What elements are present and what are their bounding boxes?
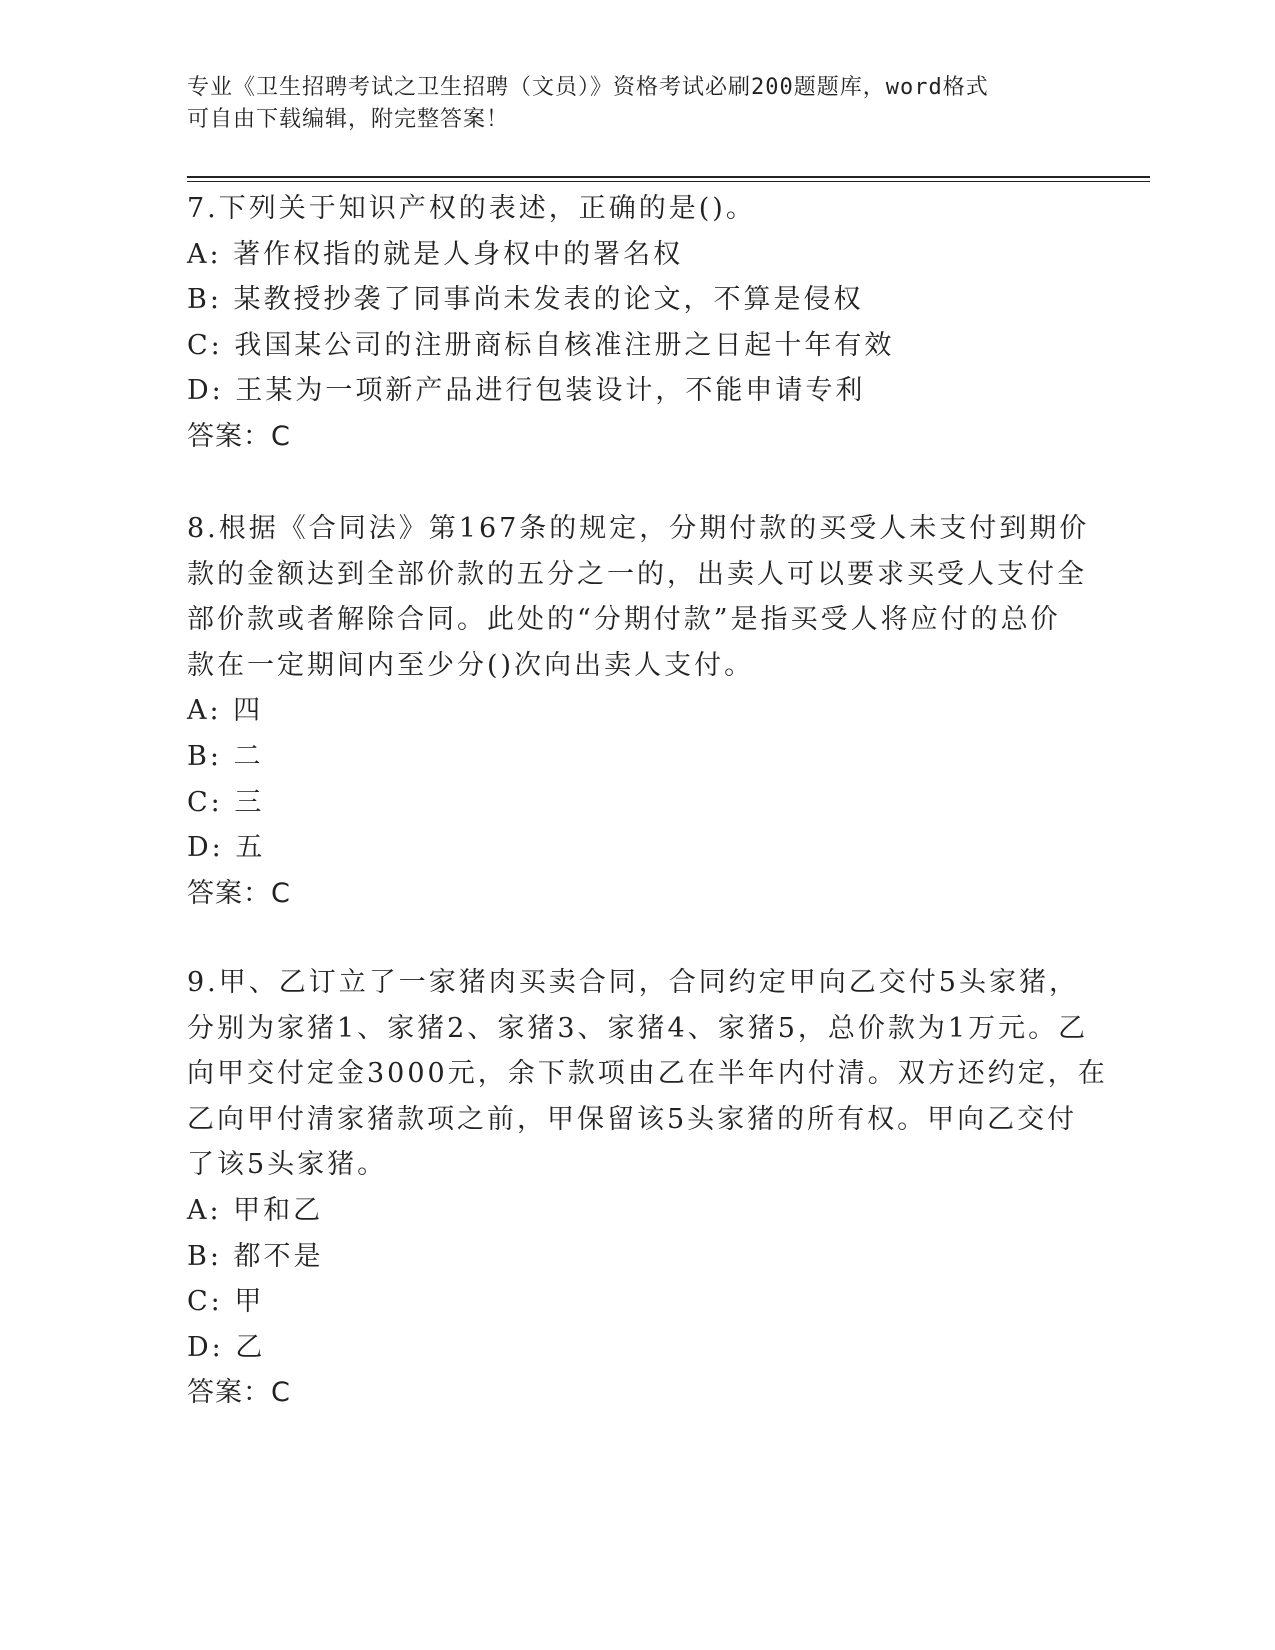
question-7 [187, 186, 1087, 460]
question-stem-line-1: 9.甲、乙订立了一家猪肉买卖合同，合同约定甲向乙交付5头家猪， [187, 967, 1079, 998]
option-d: D: 五 [187, 832, 266, 864]
option-b: B: 都不是 [187, 1240, 324, 1272]
option-a: A: 四 [187, 695, 264, 727]
question-stem-line-4: 乙向甲付清家猪款项之前，甲保留该5头家猪的所有权。甲向乙交付 [187, 1103, 1078, 1135]
answer-label: 答案：C [187, 877, 291, 909]
option-d: D: 乙 [187, 1331, 266, 1363]
answer-label: 答案：C [187, 420, 291, 452]
header-divider-thin [187, 181, 1150, 182]
option-c: C: 甲 [187, 1286, 265, 1318]
option-a: A: 甲和乙 [187, 1194, 324, 1226]
question-stem-line-3: 向甲交付定金3000元，余下款项由乙在半年内付清。双方还约定，在 [187, 1058, 1108, 1090]
question-9 [187, 960, 1108, 1416]
question-stem-line-1: 8.根据《合同法》第167条的规定，分期付款的买受人未支付到期价 [187, 513, 1090, 544]
question-8 [187, 506, 1090, 916]
question-stem-line-4: 款在一定期间内至少分()次向出卖人支付。 [187, 649, 755, 681]
question-stem: 7.下列关于知识产权的表述，正确的是()。 [187, 193, 756, 224]
option-b: B: 二 [187, 740, 264, 772]
question-stem-line-5: 了该5头家猪。 [187, 1149, 388, 1181]
option-a: A: 著作权指的就是人身权中的署名权 [187, 238, 684, 270]
option-c: C: 我国某公司的注册商标自核准注册之日起十年有效 [187, 329, 895, 361]
header-line-1: 专业《卫生招聘考试之卫生招聘（文员）》资格考试必刷200题题库，word格式 [187, 75, 989, 100]
option-b: B: 某教授抄袭了同事尚未发表的论文，不算是侵权 [187, 284, 864, 316]
answer-label: 答案：C [187, 1377, 291, 1409]
header-line-2: 可自由下载编辑，附完整答案！ [187, 107, 510, 132]
question-stem-line-3: 部价款或者解除合同。此处的“分期付款”是指买受人将应付的总价 [187, 604, 1061, 636]
question-stem-line-2: 款的金额达到全部价款的五分之一的，出卖人可以要求买受人支付全 [187, 558, 1087, 590]
header-divider-thick [187, 176, 1150, 178]
document-header [187, 72, 1067, 136]
option-d: D: 王某为一项新产品进行包装设计，不能申请专利 [187, 375, 866, 407]
option-c: C: 三 [187, 786, 265, 818]
question-stem-line-2: 分别为家猪1、家猪2、家猪3、家猪4、家猪5，总价款为1万元。乙 [187, 1012, 1089, 1044]
